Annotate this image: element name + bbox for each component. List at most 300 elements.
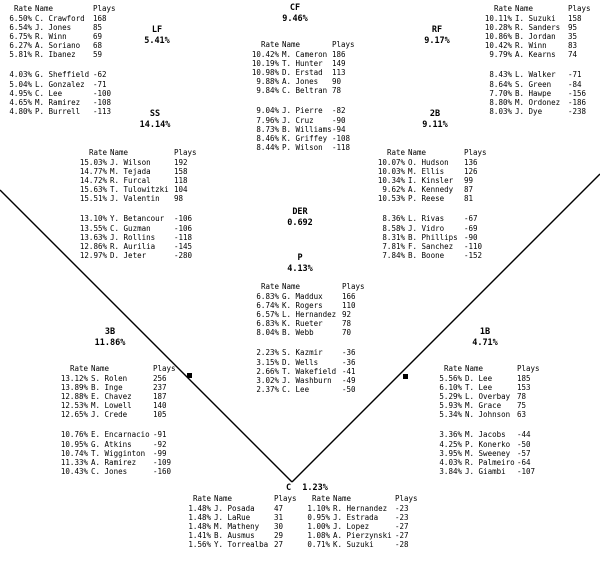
1b-label: 1B xyxy=(479,327,491,337)
1b-top-row-rate: 5.56% xyxy=(439,374,462,383)
3b-top-row xyxy=(50,374,183,383)
lf-bottom-row-name: L. Gonzalez xyxy=(35,79,85,89)
cf-bottom-row-plays: -94 xyxy=(332,124,346,134)
1b-top-row xyxy=(425,401,547,410)
p-bottom-row-rate: 3.15% xyxy=(256,357,279,367)
1b-top-row-name: D. Lee xyxy=(465,374,493,383)
1b-bottom-row-plays: -57 xyxy=(517,448,531,458)
rf-top-row-name: I. Suzuki xyxy=(515,14,556,23)
3b-bottom-row xyxy=(50,467,183,476)
lf-header-row xyxy=(0,4,123,14)
p-table xyxy=(243,282,372,394)
p-bottom-row-name: C. Lee xyxy=(282,384,310,394)
1b-bottom-row-rate: 4.03% xyxy=(439,457,462,467)
2b-header-row-name: Name xyxy=(408,148,427,157)
p-bottom-row xyxy=(243,385,372,394)
c-bottom-row-rate: 1.08% xyxy=(307,531,330,541)
cf-top-row xyxy=(243,77,362,86)
rf-top-row xyxy=(475,50,598,59)
c-bottom-row-name: A. Pierzynski xyxy=(333,531,392,541)
2b-bottom-row-rate: 8.36% xyxy=(382,214,405,224)
cf-top-row-name: T. Hunter xyxy=(282,59,323,69)
c-top-row-name: M. Matheny xyxy=(214,522,260,532)
lf-header-row-name: Name xyxy=(35,4,54,13)
1b-bottom-row-name: P. Konerko xyxy=(465,439,511,449)
lf-top-row-plays: 168 xyxy=(93,14,107,23)
3b-top-row-plays: 237 xyxy=(153,383,167,393)
rf-top-row-rate: 9.79% xyxy=(489,50,512,60)
c-bottom-row-plays: -28 xyxy=(395,540,409,550)
ss-title xyxy=(130,109,180,131)
ss-bottom-row xyxy=(70,233,204,242)
ss-bottom-row-plays: -106 xyxy=(174,214,193,224)
1b-top-row xyxy=(425,392,547,401)
p-top-row xyxy=(243,292,372,301)
2b-bottom-row xyxy=(368,214,494,223)
3b-bottom-row-name: E. Encarnacio xyxy=(91,430,150,440)
ss-bottom-row-plays: -145 xyxy=(174,241,193,251)
c-header-row xyxy=(180,494,304,504)
2b-top-row xyxy=(368,167,494,176)
3b-top-row-name: S. Rolen xyxy=(91,374,128,383)
p-header-row-name: Name xyxy=(282,282,301,291)
ss-top-row-plays: 118 xyxy=(174,176,188,186)
lf-bottom-row xyxy=(0,98,123,107)
lf-top-row-rate: 6.27% xyxy=(9,41,32,51)
p-bottom-row-name: T. Wakefield xyxy=(282,366,337,376)
cf-header-row xyxy=(243,40,362,50)
lf-top-row-name: J. Jones xyxy=(35,23,72,33)
lf-top-row-rate: 6.50% xyxy=(9,14,32,23)
3b-top-row-plays: 140 xyxy=(153,401,167,411)
cf-top-row-plays: 186 xyxy=(332,50,346,59)
1b-bottom-row xyxy=(425,467,547,476)
lf-top-row-plays: 59 xyxy=(93,50,103,60)
ss-label: SS xyxy=(149,109,161,119)
lf-bottom-row-name: P. Burrell xyxy=(35,106,81,116)
c-top-row-rate: 1.48% xyxy=(188,522,211,532)
1b-bottom-row xyxy=(425,440,547,449)
1b-header-row-rate: Rate xyxy=(443,364,462,373)
2b-table xyxy=(368,148,494,260)
rf-bottom-row-rate: 7.70% xyxy=(489,88,512,98)
2b-spacer xyxy=(368,203,494,214)
cf-bottom-row-plays: -108 xyxy=(332,133,351,143)
rf-top-row-plays: 95 xyxy=(568,23,578,33)
lf-top-row xyxy=(0,14,123,23)
rf-top-row-name: R. Sanders xyxy=(515,23,561,33)
rf-header-row-plays: Plays xyxy=(568,4,591,13)
1b-bottom-row-name: M. Sweeney xyxy=(465,448,511,458)
c-bottom-row xyxy=(300,522,425,531)
3b-title xyxy=(85,327,135,349)
2b-top-row xyxy=(368,158,494,167)
2b-bottom-row-name: B. Boone xyxy=(408,250,445,260)
p-bottom-row-plays: -49 xyxy=(342,375,356,385)
c-title xyxy=(286,483,328,493)
rf-title xyxy=(412,25,462,47)
ss-top-row-name: J. Wilson xyxy=(110,158,151,167)
lf-bottom-row xyxy=(0,107,123,116)
1b-bottom-row-plays: -50 xyxy=(517,439,531,449)
cf-top-row-rate: 10.98% xyxy=(251,68,279,78)
ss-top-row-rate: 15.63% xyxy=(79,185,107,195)
lf-top-row-plays: 68 xyxy=(93,41,103,51)
3b-bottom-row-plays: -91 xyxy=(153,430,167,440)
3b-top-row-name: M. Lowell xyxy=(91,401,132,411)
der-box xyxy=(270,207,330,229)
2b-title xyxy=(410,109,460,131)
ss-bottom-row xyxy=(70,224,204,233)
cf-bottom-row-rate: 8.44% xyxy=(256,142,279,152)
2b-bottom-row-plays: -90 xyxy=(464,232,478,242)
2b-top-row-plays: 81 xyxy=(464,194,474,204)
cf-top-row-name: C. Beltran xyxy=(282,86,328,96)
cf-top-row-name: M. Cameron xyxy=(282,50,328,59)
c-top-row-name: J. LaRue xyxy=(214,513,251,523)
p-bottom-row-rate: 2.37% xyxy=(256,384,279,394)
3b-top-row xyxy=(50,410,183,419)
lf-bottom-row-rate: 4.03% xyxy=(9,70,32,80)
ss-top-row-plays: 192 xyxy=(174,158,188,167)
c-header-row-plays: Plays xyxy=(395,494,418,503)
ss-bottom-row-name: C. Guzman xyxy=(110,223,151,233)
lf-top-row-name: C. Crawford xyxy=(35,14,85,23)
1b-bottom-row-plays: -44 xyxy=(517,430,531,440)
rf-top-row-rate: 10.86% xyxy=(484,32,512,42)
cf-top-row-name: A. Jones xyxy=(282,77,319,87)
2b-bottom-row-plays: -69 xyxy=(464,223,478,233)
rf-bottom-row-rate: 8.64% xyxy=(489,79,512,89)
2b-bottom-row-name: L. Rivas xyxy=(408,214,445,224)
cf-title xyxy=(270,3,320,25)
lf-bottom-row-plays: -113 xyxy=(93,106,112,116)
rf-header-row-rate: Rate xyxy=(493,4,512,13)
p-header-row xyxy=(243,282,372,292)
3b-header-row xyxy=(50,364,183,374)
ss-bottom-row-name: D. Jeter xyxy=(110,250,147,260)
3b-bottom-row-rate: 10.74% xyxy=(60,448,88,458)
lf-bottom-row-plays: -62 xyxy=(93,70,107,80)
ss-bottom-row-name: R. Aurilia xyxy=(110,241,156,251)
c-table-right xyxy=(300,494,425,549)
rf-top-row xyxy=(475,14,598,23)
p-title xyxy=(275,253,325,275)
c-bottom-row-plays: -23 xyxy=(395,513,409,523)
2b-bottom-row xyxy=(368,251,494,260)
ss-top-row xyxy=(70,194,204,203)
1b-top-row-rate: 5.34% xyxy=(439,410,462,420)
c-top-row-plays: 47 xyxy=(274,504,284,513)
p-top-row-rate: 6.83% xyxy=(256,319,279,329)
rf-top-row-plays: 158 xyxy=(568,14,582,23)
ss-header-row-name: Name xyxy=(110,148,129,157)
cf-table xyxy=(243,40,362,152)
1b-top-row-rate: 5.93% xyxy=(439,401,462,411)
ss-bottom-row xyxy=(70,251,204,260)
1b-top-row xyxy=(425,410,547,419)
cf-top-row-rate: 9.88% xyxy=(256,77,279,87)
2b-top-row-plays: 99 xyxy=(464,176,474,186)
1b-bottom-row-rate: 3.36% xyxy=(439,430,462,440)
3b-header-row-name: Name xyxy=(91,364,110,373)
2b-top-row-rate: 9.62% xyxy=(382,185,405,195)
p-bottom-row-plays: -41 xyxy=(342,366,356,376)
c-top-row xyxy=(180,540,304,549)
rf-bottom-row-rate: 8.43% xyxy=(489,70,512,80)
cf-bottom-row xyxy=(243,134,362,143)
ss-top-row-rate: 14.77% xyxy=(79,167,107,177)
2b-top-row-plays: 87 xyxy=(464,185,474,195)
p-top-row-rate: 8.04% xyxy=(256,328,279,338)
3b-top-row-rate: 12.65% xyxy=(60,410,88,420)
2b-bottom-row-rate: 7.81% xyxy=(382,241,405,251)
3b-top-row-rate: 13.12% xyxy=(60,374,88,383)
lf-top-row-name: R. Winn xyxy=(35,32,67,42)
3b-bottom-row-name: C. Jones xyxy=(91,466,128,476)
lf-bottom-row-rate: 4.95% xyxy=(9,88,32,98)
1b-spacer xyxy=(425,419,547,430)
lf-title xyxy=(132,25,182,47)
c-top-row-plays: 31 xyxy=(274,513,284,523)
ss-bottom-row-rate: 13.10% xyxy=(79,214,107,224)
lf-top-row xyxy=(0,50,123,59)
cf-bottom-row-rate: 9.04% xyxy=(256,106,279,116)
rf-spacer xyxy=(475,59,598,70)
p-bottom-row-rate: 2.66% xyxy=(256,366,279,376)
p-top-row xyxy=(243,328,372,337)
rf-top-row-plays: 83 xyxy=(568,41,578,51)
2b-bottom-row-rate: 8.31% xyxy=(382,232,405,242)
2b-top-row-rate: 10.03% xyxy=(377,167,405,177)
rf-bottom-row-plays: -71 xyxy=(568,70,582,80)
p-spacer xyxy=(243,337,372,348)
3b-bottom-row-name: T. Wigginton xyxy=(91,448,146,458)
rf-table xyxy=(475,4,598,116)
cf-bottom-row-rate: 7.96% xyxy=(256,115,279,125)
rf-top-row-rate: 10.11% xyxy=(484,14,512,23)
rf-top-row xyxy=(475,41,598,50)
ss-bottom-row xyxy=(70,242,204,251)
cf-top-row-rate: 9.84% xyxy=(256,86,279,96)
cf-top-row xyxy=(243,86,362,95)
c-top-row-name: B. Ausmus xyxy=(214,531,255,541)
3b-top-row-plays: 256 xyxy=(153,374,167,383)
lf-bottom-row xyxy=(0,89,123,98)
3b-top-row-rate: 12.88% xyxy=(60,392,88,402)
rf-label: RF xyxy=(431,25,443,35)
1b-table xyxy=(425,364,547,476)
c-top-row-rate: 1.48% xyxy=(188,504,211,513)
3b-header-row-plays: Plays xyxy=(153,364,176,373)
cf-bottom-row-name: B. Williams xyxy=(282,124,332,134)
ss-top-row-rate: 15.03% xyxy=(79,158,107,167)
lf-bottom-row-name: C. Lee xyxy=(35,88,63,98)
2b-bottom-row-name: B. Phillips xyxy=(408,232,458,242)
ss-bottom-row-rate: 13.55% xyxy=(79,223,107,233)
ss-top-row-plays: 104 xyxy=(174,185,188,195)
cf-top-row-plays: 113 xyxy=(332,68,346,78)
3b-top-row-plays: 187 xyxy=(153,392,167,402)
1b-pct: 4.71% xyxy=(472,338,498,348)
cf-top-row-rate: 10.19% xyxy=(251,59,279,69)
c-top-row xyxy=(180,531,304,540)
1b-top-row-plays: 75 xyxy=(517,401,527,411)
rf-top-row-plays: 35 xyxy=(568,32,578,42)
1b-bottom-row xyxy=(425,430,547,439)
cf-bottom-row xyxy=(243,106,362,115)
1b-top-row xyxy=(425,374,547,383)
p-top-row-name: K. Rueter xyxy=(282,319,323,329)
c-top-row xyxy=(180,513,304,522)
1b-top-row-name: T. Lee xyxy=(465,383,493,393)
lf-top-row-name: A. Soriano xyxy=(35,41,81,51)
lf-bottom-row-plays: -108 xyxy=(93,97,112,107)
cf-top-row-plays: 90 xyxy=(332,77,342,87)
3b-pct: 11.86% xyxy=(94,338,126,348)
2b-top-row-plays: 126 xyxy=(464,167,478,177)
lf-pct: 5.41% xyxy=(144,36,170,46)
c-header-row xyxy=(300,494,425,504)
cf-spacer xyxy=(243,95,362,106)
rf-top-row xyxy=(475,32,598,41)
c-top-row-plays: 30 xyxy=(274,522,284,532)
rf-bottom-row-plays: -156 xyxy=(568,88,587,98)
c-header-row-rate: Rate xyxy=(192,494,211,503)
cf-bottom-row-plays: -118 xyxy=(332,142,351,152)
3b-top-row-name: J. Crede xyxy=(91,410,128,420)
2b-label: 2B xyxy=(429,109,441,119)
lf-top-row-name: R. Ibanez xyxy=(35,50,76,60)
lf-bottom-row-plays: -71 xyxy=(93,79,107,89)
ss-pct: 14.14% xyxy=(139,120,171,130)
ss-header-row xyxy=(70,148,204,158)
c-top-row-rate: 1.41% xyxy=(188,531,211,541)
2b-bottom-row-plays: -110 xyxy=(464,241,483,251)
1b-header-row-plays: Plays xyxy=(517,364,540,373)
p-top-row-plays: 78 xyxy=(342,319,352,329)
ss-bottom-row-name: J. Rollins xyxy=(110,232,156,242)
p-header-row-plays: Plays xyxy=(342,282,365,291)
cf-bottom-row xyxy=(243,143,362,152)
ss-bottom-row-plays: -118 xyxy=(174,232,193,242)
rf-top-row xyxy=(475,23,598,32)
3b-top-row-plays: 105 xyxy=(153,410,167,420)
3b-bottom-row xyxy=(50,430,183,439)
ss-table xyxy=(70,148,204,260)
c-bottom-row-plays: -23 xyxy=(395,504,409,513)
3b-bottom-row-rate: 11.33% xyxy=(60,457,88,467)
c-bottom-row-name: J. Estrada xyxy=(333,513,379,523)
1b-bottom-row-rate: 4.25% xyxy=(439,439,462,449)
c-table-left xyxy=(180,494,304,549)
lf-table xyxy=(0,4,123,116)
ss-top-row xyxy=(70,167,204,176)
1b-header-row-name: Name xyxy=(465,364,484,373)
p-top-row-rate: 6.57% xyxy=(256,310,279,320)
rf-bottom-row-name: J. Dye xyxy=(515,106,543,116)
p-top-row-name: B. Webb xyxy=(282,328,314,338)
rf-bottom-row-name: B. Hawpe xyxy=(515,88,552,98)
first-base-marker xyxy=(403,374,408,379)
p-top-row-rate: 6.83% xyxy=(256,292,279,301)
1b-top-row-name: L. Overbay xyxy=(465,392,511,402)
1b-bottom-row-plays: -107 xyxy=(517,466,536,476)
1b-bottom-row-plays: -64 xyxy=(517,457,531,467)
lf-top-row-rate: 5.81% xyxy=(9,50,32,60)
lf-top-row-rate: 6.75% xyxy=(9,32,32,42)
3b-top-row xyxy=(50,383,183,392)
cf-bottom-row-name: J. Pierre xyxy=(282,106,323,116)
2b-top-row-name: P. Reese xyxy=(408,194,445,204)
rf-bottom-row-plays: -84 xyxy=(568,79,582,89)
lf-top-row-rate: 6.54% xyxy=(9,23,32,33)
3b-bottom-row-rate: 10.95% xyxy=(60,439,88,449)
2b-bottom-row-rate: 7.84% xyxy=(382,250,405,260)
1b-bottom-row-rate: 3.95% xyxy=(439,448,462,458)
cf-bottom-row xyxy=(243,116,362,125)
c-top-row-rate: 1.56% xyxy=(188,540,211,550)
ss-top-row xyxy=(70,185,204,194)
cf-top-row xyxy=(243,68,362,77)
3b-header-row-rate: Rate xyxy=(69,364,88,373)
lf-top-row xyxy=(0,41,123,50)
2b-top-row-rate: 10.53% xyxy=(377,194,405,204)
ss-top-row-name: J. Valentin xyxy=(110,194,160,204)
p-top-row xyxy=(243,310,372,319)
p-top-row-rate: 6.74% xyxy=(256,301,279,311)
ss-bottom-row-rate: 13.63% xyxy=(79,232,107,242)
cf-bottom-row-name: K. Griffey xyxy=(282,133,328,143)
cf-bottom-row-rate: 8.46% xyxy=(256,133,279,143)
rf-bottom-row-plays: -186 xyxy=(568,97,587,107)
lf-top-row xyxy=(0,23,123,32)
3b-bottom-row-plays: -109 xyxy=(153,457,172,467)
rf-header-row-name: Name xyxy=(515,4,534,13)
cf-bottom-row-name: P. Wilson xyxy=(282,142,323,152)
3b-bottom-row-plays: -160 xyxy=(153,466,172,476)
c-bottom-row-rate: 0.71% xyxy=(307,540,330,550)
ss-spacer xyxy=(70,203,204,214)
p-top-row-plays: 92 xyxy=(342,310,352,320)
2b-pct: 9.11% xyxy=(422,120,448,130)
c-bottom-row-rate: 0.95% xyxy=(307,513,330,523)
rf-top-row-name: A. Kearns xyxy=(515,50,556,60)
ss-bottom-row-plays: -280 xyxy=(174,250,193,260)
p-bottom-row xyxy=(243,367,372,376)
p-top-row-name: G. Maddux xyxy=(282,292,323,301)
c-top-row-plays: 29 xyxy=(274,531,284,541)
ss-bottom-row-name: Y. Betancour xyxy=(110,214,165,224)
p-bottom-row-rate: 3.02% xyxy=(256,375,279,385)
c-header-row-plays: Plays xyxy=(274,494,297,503)
1b-top-row-plays: 78 xyxy=(517,392,527,402)
c-top-row-name: J. Posada xyxy=(214,504,255,513)
lf-header-row-rate: Rate xyxy=(13,4,32,13)
1b-top-row-name: M. Grace xyxy=(465,401,502,411)
1b-top-row-name: N. Johnson xyxy=(465,410,511,420)
c-bottom-row-rate: 1.00% xyxy=(307,522,330,532)
2b-top-row-plays: 136 xyxy=(464,158,478,167)
p-bottom-row-plays: -36 xyxy=(342,348,356,358)
cf-bottom-row-plays: -82 xyxy=(332,106,346,116)
c-bottom-row xyxy=(300,540,425,549)
lf-top-row-plays: 85 xyxy=(93,23,103,33)
3b-spacer xyxy=(50,419,183,430)
c-header-row-name: Name xyxy=(214,494,233,503)
2b-bottom-row-plays: -152 xyxy=(464,250,483,260)
c-label: C xyxy=(286,483,292,493)
